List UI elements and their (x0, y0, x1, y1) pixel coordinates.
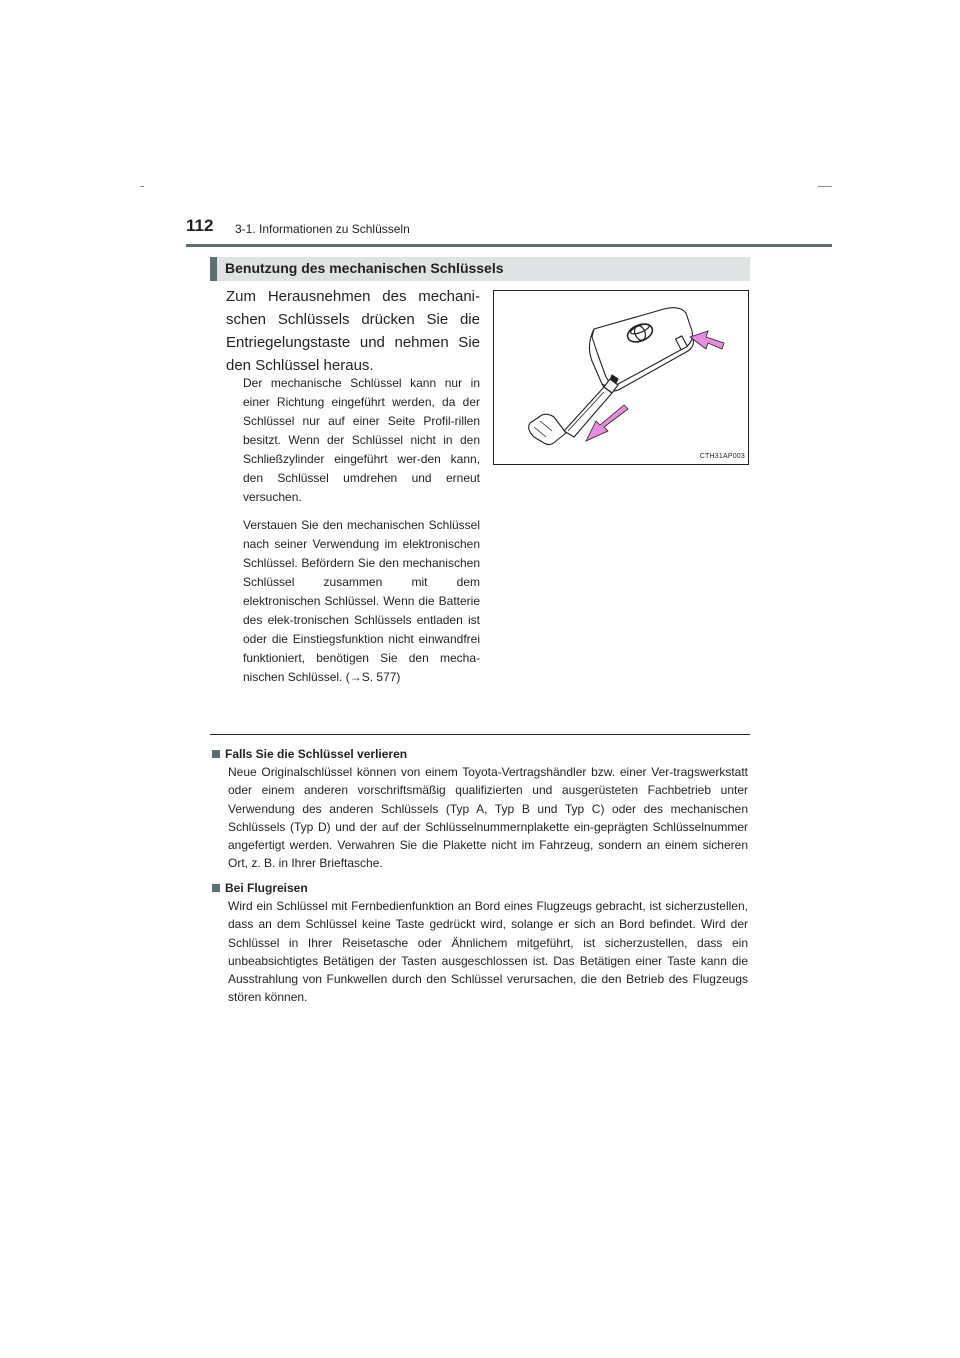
mechanical-key (529, 379, 618, 445)
subsection-lost-keys (212, 745, 748, 873)
subsection-heading (212, 879, 748, 897)
section-heading-bar (210, 257, 750, 281)
note-paragraph-1: Der mechanische Schlüssel kann nur in einer Richtung eingeführt werden, da der Schlüssel nur auf einer Seite Profil-rillen besitzt. Wenn der Schlüssel nicht in den Schließzylinder eingeführt wer-den kann, den Schlüssel umdrehen und erneut versuchen. (243, 376, 480, 504)
square-bullet-icon (212, 884, 220, 892)
subsection-body: Wird ein Schlüssel mit Fernbedienfunktion an Bord eines Flugzeugs gebracht, ist sicherzustellen, dass an dem Schlüssel keine Taste gedrückt wird, solange er sich an Bord befindet. Wird der Schlüssel in Ihrer Reisetasche oder Ähnlichem mitgeführt, ist sicherzustellen, dass ein unbeabsichtigtes Betätigen der Tasten ausgeschlossen ist. Das Betätigen einer Taste kann die Ausstrahlung von Funkwellen durch den Schlüssel verursachen, die den Betrieb des Flugzeugs stören können. (228, 899, 748, 1005)
subsection-heading (212, 745, 748, 763)
subsection-heading-text: Bei Flugreisen (225, 881, 308, 895)
lead-paragraph: Zum Herausnehmen des mechani-schen Schlüssels drücken Sie die Entriegelungstaste und nehmen Sie den Schlüssel heraus. (226, 288, 480, 374)
push-arrow (690, 331, 724, 349)
key-illustration (493, 290, 749, 465)
crop-mark-right (818, 186, 832, 187)
section-divider (210, 734, 750, 735)
subsection-body: Neue Originalschlüssel können von einem Toyota-Vertragshändler bzw. einer Ver-tragswerkstatt oder einem anderen vorschriftsmäßig qualifizierten und ausgerüsteten Fachbetrieb unter Verwendung des anderen Schlüssels (Typ A, Typ B und Typ C) oder des mechanischen Schlüssels (Typ D) und der auf der Schlüsselnummernplakette ein-geprägten Schlüsselnummer angefertigt werden. Verwahren Sie die Plakette nicht im Fahrzeug, sondern an einem sicheren Ort, z. B. in Ihrer Brieftasche. (228, 765, 748, 871)
crop-mark-left (140, 186, 144, 187)
note-paragraph-2: Verstauen Sie den mechanischen Schlüssel nach seiner Verwendung im elektronischen Schlüssel. Befördern Sie den mechanischen Schlüssel zusammen mit dem elektronischen Schlüssel. Wenn die Batterie des elek-tronischen Schlüssels entladen ist oder die Einstiegsfunktion nicht einwandfrei funktioniert, benötigen Sie den mecha-nischen Schlüssel. (→S. 577) (243, 518, 480, 684)
subsection-air-travel (212, 879, 748, 1007)
subsection-heading-text: Falls Sie die Schlüssel verlieren (225, 747, 408, 761)
header-rule (186, 244, 832, 247)
key-fob (589, 308, 693, 391)
key-drawing (494, 291, 750, 466)
section-marker (210, 257, 217, 281)
chapter-title: 3-1. Informationen zu Schlüsseln (235, 222, 410, 236)
page-number: 112 (186, 216, 214, 235)
figure-code: CTH31AP003 (699, 453, 745, 460)
section-title: Benutzung des mechanischen Schlüssels (225, 260, 504, 276)
square-bullet-icon (212, 750, 220, 758)
